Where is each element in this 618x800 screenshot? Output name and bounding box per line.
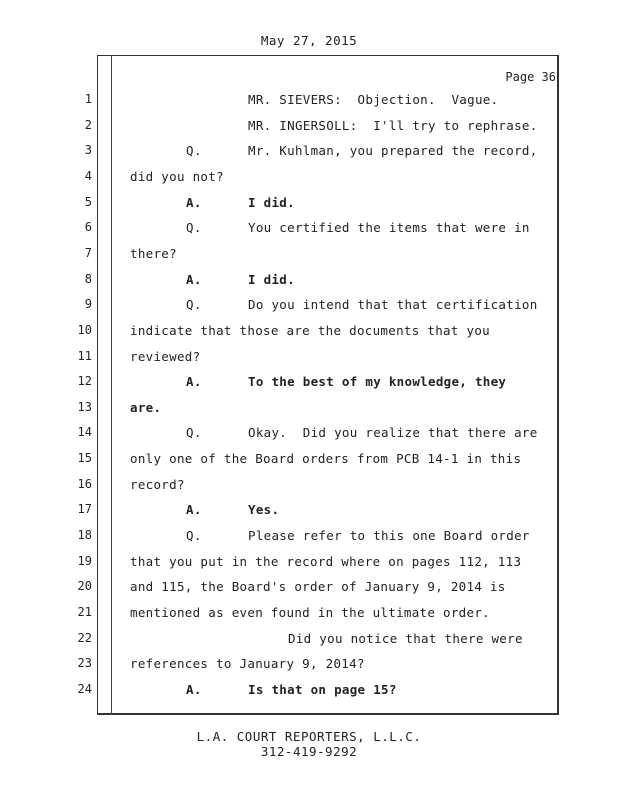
line-text: Mr. Kuhlman, you prepared the record, <box>248 143 538 158</box>
margin-rule <box>111 55 112 715</box>
line-number: 4 <box>84 169 92 183</box>
line-number: 23 <box>77 656 92 670</box>
line-number: 13 <box>77 400 92 414</box>
line-number: 14 <box>77 425 92 439</box>
line-text: I did. <box>248 272 295 287</box>
speaker-marker: Q. <box>186 143 202 158</box>
line-text: Is that on page 15? <box>248 682 397 697</box>
line-number: 18 <box>77 528 92 542</box>
line-text: did you not? <box>130 169 224 184</box>
line-text: MR. INGERSOLL: I'll try to rephrase. <box>248 118 538 133</box>
line-number: 22 <box>77 631 92 645</box>
line-text: Okay. Did you realize that there are <box>248 425 538 440</box>
line-number: 8 <box>84 272 92 286</box>
line-number: 10 <box>77 323 92 337</box>
line-text: indicate that those are the documents that you <box>130 323 490 338</box>
line-text: I did. <box>248 195 295 210</box>
line-text: You certified the items that were in <box>248 220 530 235</box>
line-text: and 115, the Board's order of January 9, 2014 is <box>130 579 506 594</box>
line-text: Yes. <box>248 502 280 517</box>
line-text: there? <box>130 246 177 261</box>
line-number: 21 <box>77 605 92 619</box>
speaker-marker: Q. <box>186 220 202 235</box>
line-number: 17 <box>77 502 92 516</box>
line-number: 15 <box>77 451 92 465</box>
line-number: 11 <box>77 349 92 363</box>
line-text: Did you notice that there were <box>288 631 523 646</box>
speaker-marker: A. <box>186 195 202 210</box>
line-number: 19 <box>77 554 92 568</box>
line-number: 16 <box>77 477 92 491</box>
speaker-marker: A. <box>186 502 202 517</box>
line-number: 12 <box>77 374 92 388</box>
line-text: Please refer to this one Board order <box>248 528 530 543</box>
page-header-date: May 27, 2015 <box>260 33 358 48</box>
line-text: record? <box>130 477 185 492</box>
line-text: To the best of my knowledge, they <box>248 374 507 389</box>
line-number: 5 <box>84 195 92 209</box>
line-number: 7 <box>84 246 92 260</box>
line-text: Do you intend that that certification <box>248 297 538 312</box>
speaker-marker: Q. <box>186 528 202 543</box>
line-number: 6 <box>84 220 92 234</box>
line-number: 2 <box>84 118 92 132</box>
line-number: 3 <box>84 143 92 157</box>
line-text: references to January 9, 2014? <box>130 656 365 671</box>
page-number-label: Page 36 <box>505 70 556 84</box>
speaker-marker: A. <box>186 682 202 697</box>
line-text: reviewed? <box>130 349 201 364</box>
line-text: mentioned as even found in the ultimate order. <box>130 605 490 620</box>
speaker-marker: A. <box>186 272 202 287</box>
footer-company: L.A. COURT REPORTERS, L.L.C. <box>196 729 422 744</box>
speaker-marker: A. <box>186 374 202 389</box>
speaker-marker: Q. <box>186 425 202 440</box>
line-number: 1 <box>84 92 92 106</box>
line-number: 20 <box>77 579 92 593</box>
footer-phone: 312-419-9292 <box>260 744 358 759</box>
line-text: are. <box>130 400 162 415</box>
line-text: only one of the Board orders from PCB 14-1 in this <box>130 451 522 466</box>
line-text: that you put in the record where on pages 112, 113 <box>130 554 522 569</box>
line-text: MR. SIEVERS: Objection. Vague. <box>248 92 499 107</box>
line-number: 24 <box>77 682 92 696</box>
line-number: 9 <box>84 297 92 311</box>
speaker-marker: Q. <box>186 297 202 312</box>
